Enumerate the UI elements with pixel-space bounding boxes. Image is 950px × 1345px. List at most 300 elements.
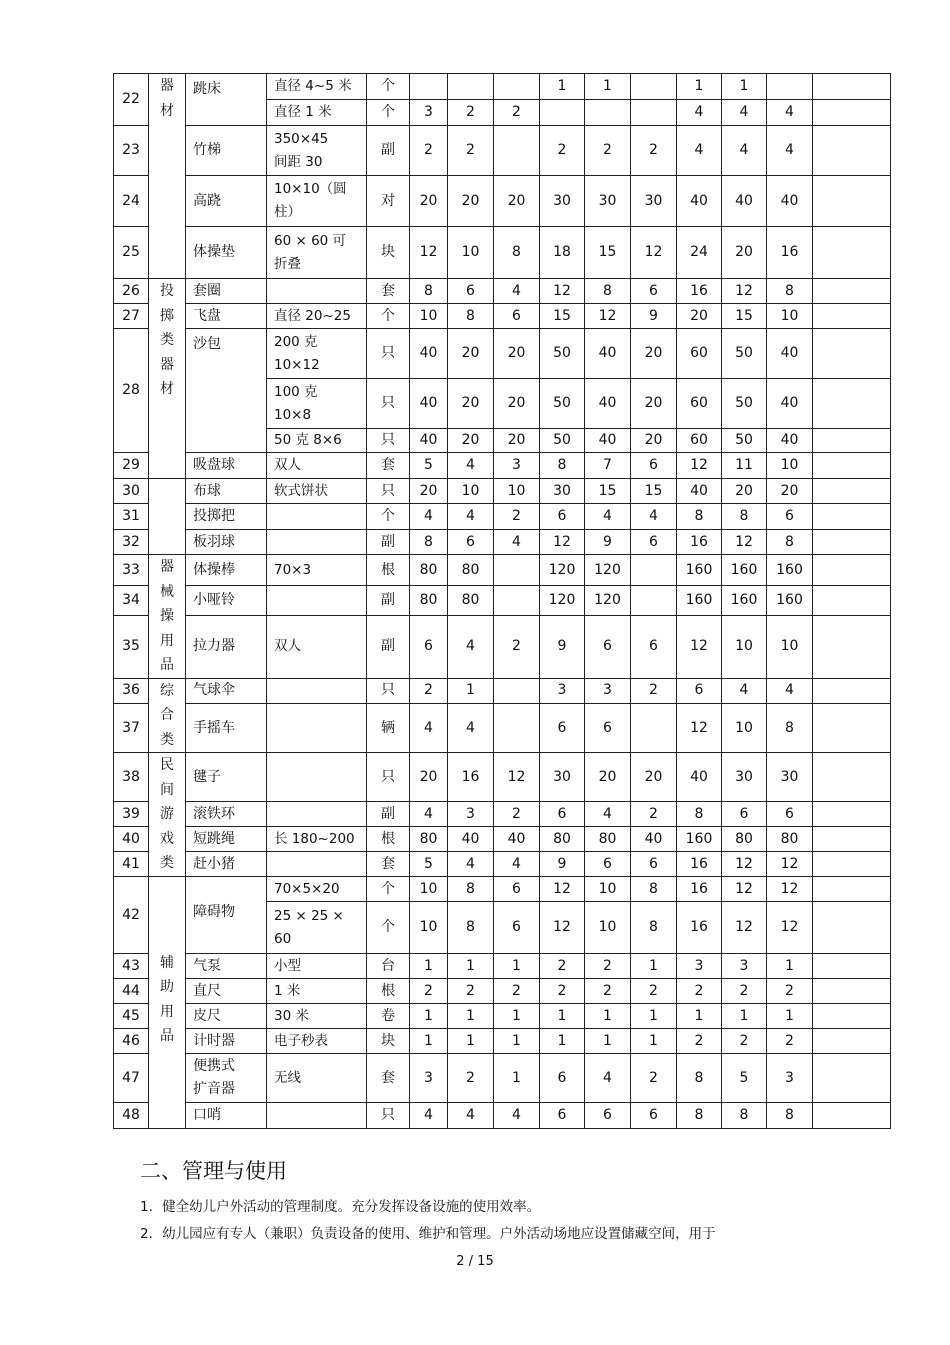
item-unit: 只 [367, 1103, 410, 1129]
quantity-cell: 3 [540, 678, 585, 704]
item-unit: 只 [367, 479, 410, 504]
quantity-cell [813, 304, 891, 329]
quantity-cell: 1 [585, 74, 631, 100]
quantity-cell: 20 [585, 753, 631, 802]
item-spec [267, 704, 367, 753]
item-unit: 个 [367, 100, 410, 126]
quantity-cell: 50 [540, 429, 585, 453]
quantity-cell: 40 [410, 329, 448, 379]
quantity-cell [813, 704, 891, 753]
quantity-cell [813, 379, 891, 429]
item-unit: 套 [367, 852, 410, 877]
row-number: 23 [114, 126, 149, 176]
quantity-cell: 4 [494, 852, 540, 877]
category-cell: 综 合 类 [149, 678, 186, 753]
quantity-cell: 8 [494, 227, 540, 279]
table-row [114, 176, 891, 227]
quantity-cell: 6 [585, 1103, 631, 1129]
row-number: 48 [114, 1103, 149, 1129]
quantity-cell: 10 [722, 616, 767, 678]
quantity-cell [448, 74, 494, 100]
quantity-cell: 120 [585, 586, 631, 616]
row-number: 41 [114, 852, 149, 877]
item-spec [267, 753, 367, 802]
quantity-cell: 10 [767, 304, 813, 329]
item-name: 沙包 [186, 329, 267, 453]
quantity-cell: 15 [631, 479, 677, 504]
quantity-cell [494, 555, 540, 586]
quantity-cell: 1 [540, 1004, 585, 1029]
item-unit: 根 [367, 979, 410, 1004]
quantity-cell: 1 [448, 1004, 494, 1029]
row-number: 32 [114, 530, 149, 555]
quantity-cell [813, 877, 891, 902]
quantity-cell: 6 [540, 504, 585, 530]
quantity-cell: 6 [631, 852, 677, 877]
item-name: 滚铁环 [186, 802, 267, 827]
quantity-cell: 80 [767, 827, 813, 852]
item-unit: 块 [367, 1029, 410, 1054]
quantity-cell: 6 [631, 616, 677, 678]
quantity-cell: 2 [677, 1029, 722, 1054]
quantity-cell: 80 [410, 827, 448, 852]
quantity-cell: 8 [448, 304, 494, 329]
quantity-cell: 1 [585, 1029, 631, 1054]
item-spec [267, 678, 367, 704]
row-number: 40 [114, 827, 149, 852]
quantity-cell: 8 [677, 504, 722, 530]
quantity-cell: 3 [494, 453, 540, 479]
quantity-cell: 1 [677, 1004, 722, 1029]
quantity-cell: 40 [631, 827, 677, 852]
quantity-cell: 1 [540, 74, 585, 100]
item-name: 小哑铃 [186, 586, 267, 616]
quantity-cell: 40 [677, 753, 722, 802]
item-unit: 套 [367, 1054, 410, 1103]
item-unit: 只 [367, 379, 410, 429]
table-row [114, 329, 891, 379]
quantity-cell [813, 504, 891, 530]
quantity-cell: 40 [767, 429, 813, 453]
quantity-cell: 80 [410, 586, 448, 616]
quantity-cell: 6 [631, 530, 677, 555]
quantity-cell: 30 [540, 753, 585, 802]
item-spec [267, 530, 367, 555]
quantity-cell: 12 [585, 304, 631, 329]
quantity-cell: 160 [722, 586, 767, 616]
item-spec: 电子秒表 [267, 1029, 367, 1054]
item-unit: 台 [367, 954, 410, 979]
quantity-cell: 2 [540, 126, 585, 176]
quantity-cell: 5 [410, 852, 448, 877]
quantity-cell [813, 678, 891, 704]
quantity-cell: 15 [540, 304, 585, 329]
item-unit: 副 [367, 802, 410, 827]
quantity-cell: 40 [410, 379, 448, 429]
quantity-cell: 20 [631, 429, 677, 453]
quantity-cell: 8 [677, 1103, 722, 1129]
item-spec: 无线 [267, 1054, 367, 1103]
quantity-cell: 2 [448, 126, 494, 176]
quantity-cell: 4 [767, 100, 813, 126]
quantity-cell: 5 [722, 1054, 767, 1103]
quantity-cell: 15 [722, 304, 767, 329]
quantity-cell: 40 [677, 176, 722, 227]
quantity-cell: 8 [767, 1103, 813, 1129]
item-spec [267, 852, 367, 877]
quantity-cell: 30 [585, 176, 631, 227]
item-unit: 只 [367, 429, 410, 453]
item-name: 板羽球 [186, 530, 267, 555]
quantity-cell: 20 [494, 329, 540, 379]
row-number: 38 [114, 753, 149, 802]
quantity-cell: 10 [585, 902, 631, 954]
quantity-cell: 40 [767, 329, 813, 379]
category-cell: 民 间 游 戏 类 [149, 753, 186, 877]
quantity-cell: 20 [448, 379, 494, 429]
quantity-cell [813, 555, 891, 586]
table-row [114, 504, 891, 530]
quantity-cell: 2 [585, 954, 631, 979]
item-name: 布球 [186, 479, 267, 504]
quantity-cell: 16 [677, 530, 722, 555]
quantity-cell: 4 [448, 852, 494, 877]
table-row [114, 678, 891, 704]
quantity-cell: 4 [410, 504, 448, 530]
table-row [114, 304, 891, 329]
quantity-cell: 12 [631, 227, 677, 279]
quantity-cell: 4 [767, 678, 813, 704]
quantity-cell [813, 586, 891, 616]
table-row [114, 979, 891, 1004]
quantity-cell: 1 [410, 954, 448, 979]
quantity-cell: 12 [677, 704, 722, 753]
quantity-cell [813, 530, 891, 555]
quantity-cell: 20 [494, 176, 540, 227]
quantity-cell: 20 [448, 329, 494, 379]
quantity-cell: 60 [677, 429, 722, 453]
quantity-cell: 6 [677, 678, 722, 704]
quantity-cell: 2 [722, 979, 767, 1004]
quantity-cell: 3 [677, 954, 722, 979]
quantity-cell: 6 [540, 1103, 585, 1129]
quantity-cell [494, 704, 540, 753]
quantity-cell: 9 [540, 616, 585, 678]
quantity-cell: 1 [767, 954, 813, 979]
item-name: 口哨 [186, 1103, 267, 1129]
quantity-cell: 7 [585, 453, 631, 479]
item-unit: 卷 [367, 1004, 410, 1029]
quantity-cell: 12 [767, 877, 813, 902]
item-spec: 直径 4~5 米 [267, 74, 367, 100]
item-spec: 小型 [267, 954, 367, 979]
quantity-cell [813, 279, 891, 304]
quantity-cell: 20 [722, 227, 767, 279]
table-row [114, 877, 891, 902]
quantity-cell [494, 74, 540, 100]
quantity-cell: 12 [722, 902, 767, 954]
quantity-cell: 1 [722, 74, 767, 100]
quantity-cell: 4 [448, 453, 494, 479]
quantity-cell: 2 [448, 100, 494, 126]
quantity-cell [631, 586, 677, 616]
quantity-cell: 16 [677, 877, 722, 902]
item-spec: 软式饼状 [267, 479, 367, 504]
quantity-cell: 160 [677, 555, 722, 586]
quantity-cell: 40 [767, 379, 813, 429]
quantity-cell: 60 [677, 329, 722, 379]
item-name: 跳床 [186, 74, 267, 126]
quantity-cell: 12 [410, 227, 448, 279]
page-number: 2 / 15 [456, 1254, 494, 1269]
quantity-cell [813, 1103, 891, 1129]
quantity-cell: 40 [767, 176, 813, 227]
quantity-cell: 50 [722, 329, 767, 379]
item-name: 竹梯 [186, 126, 267, 176]
quantity-cell: 20 [410, 176, 448, 227]
quantity-cell: 20 [767, 479, 813, 504]
quantity-cell: 2 [448, 979, 494, 1004]
table-row [114, 753, 891, 802]
quantity-cell: 20 [677, 304, 722, 329]
quantity-cell: 120 [540, 586, 585, 616]
quantity-cell: 12 [722, 530, 767, 555]
item-unit: 对 [367, 176, 410, 227]
quantity-cell: 6 [767, 802, 813, 827]
quantity-cell: 1 [410, 1029, 448, 1054]
quantity-cell: 6 [585, 852, 631, 877]
item-unit: 辆 [367, 704, 410, 753]
item-spec [267, 1103, 367, 1129]
quantity-cell [813, 902, 891, 954]
item-name: 手摇车 [186, 704, 267, 753]
quantity-cell: 10 [448, 227, 494, 279]
table-row [114, 74, 891, 100]
quantity-cell: 6 [540, 704, 585, 753]
quantity-cell [813, 753, 891, 802]
quantity-cell [813, 852, 891, 877]
quantity-cell: 18 [540, 227, 585, 279]
quantity-cell: 40 [585, 379, 631, 429]
quantity-cell: 6 [631, 279, 677, 304]
item-name: 直尺 [186, 979, 267, 1004]
quantity-cell: 4 [448, 616, 494, 678]
quantity-cell: 50 [540, 379, 585, 429]
item-name: 障碍物 [186, 877, 267, 954]
quantity-cell: 8 [448, 877, 494, 902]
quantity-cell: 1 [631, 1029, 677, 1054]
item-unit: 个 [367, 74, 410, 100]
quantity-cell: 11 [722, 453, 767, 479]
quantity-cell: 1 [448, 1029, 494, 1054]
item-unit: 个 [367, 877, 410, 902]
item-name: 赶小猪 [186, 852, 267, 877]
quantity-cell: 3 [410, 100, 448, 126]
paragraph-2: 2．幼儿园应有专人（兼职）负责设备的使用、维护和管理。户外活动场地应设置储藏空间，用于 [140, 1226, 716, 1242]
quantity-cell: 30 [722, 753, 767, 802]
quantity-cell: 12 [540, 530, 585, 555]
quantity-cell: 1 [494, 1004, 540, 1029]
item-name: 皮尺 [186, 1004, 267, 1029]
table-row [114, 827, 891, 852]
quantity-cell: 3 [585, 678, 631, 704]
item-name: 短跳绳 [186, 827, 267, 852]
quantity-cell: 12 [540, 902, 585, 954]
quantity-cell: 16 [677, 902, 722, 954]
quantity-cell: 80 [540, 827, 585, 852]
item-name: 吸盘球 [186, 453, 267, 479]
quantity-cell: 16 [677, 279, 722, 304]
table-row [114, 530, 891, 555]
item-spec [267, 586, 367, 616]
quantity-cell: 8 [631, 877, 677, 902]
quantity-cell: 160 [722, 555, 767, 586]
quantity-cell: 2 [631, 678, 677, 704]
quantity-cell: 4 [631, 504, 677, 530]
table-row [114, 279, 891, 304]
quantity-cell: 2 [540, 954, 585, 979]
item-name: 毽子 [186, 753, 267, 802]
quantity-cell: 12 [677, 453, 722, 479]
quantity-cell: 4 [722, 100, 767, 126]
quantity-cell: 30 [540, 479, 585, 504]
quantity-cell: 50 [540, 329, 585, 379]
quantity-cell: 10 [767, 453, 813, 479]
quantity-cell [494, 126, 540, 176]
quantity-cell: 8 [410, 279, 448, 304]
quantity-cell: 2 [677, 979, 722, 1004]
quantity-cell: 12 [767, 852, 813, 877]
quantity-cell: 1 [677, 74, 722, 100]
quantity-cell [813, 1054, 891, 1103]
quantity-cell [410, 74, 448, 100]
row-number: 24 [114, 176, 149, 227]
quantity-cell: 4 [448, 704, 494, 753]
paragraph-1: 1．健全幼儿户外活动的管理制度。充分发挥设备设施的使用效率。 [140, 1199, 541, 1215]
item-spec: 70×5×20 [267, 877, 367, 902]
quantity-cell [813, 453, 891, 479]
quantity-cell: 160 [677, 827, 722, 852]
table-row [114, 586, 891, 616]
quantity-cell: 160 [767, 586, 813, 616]
item-name: 气球伞 [186, 678, 267, 704]
category-cell: 投 掷 类 器 材 [149, 279, 186, 479]
item-name: 气泵 [186, 954, 267, 979]
table-row [114, 227, 891, 279]
quantity-cell [813, 176, 891, 227]
item-unit: 根 [367, 555, 410, 586]
quantity-cell: 40 [677, 479, 722, 504]
item-unit: 副 [367, 616, 410, 678]
quantity-cell: 10 [448, 479, 494, 504]
quantity-cell: 20 [494, 379, 540, 429]
quantity-cell [813, 74, 891, 100]
item-spec: 长 180~200 [267, 827, 367, 852]
quantity-cell: 30 [540, 176, 585, 227]
row-number: 33 [114, 555, 149, 586]
row-number: 44 [114, 979, 149, 1004]
quantity-cell: 8 [767, 530, 813, 555]
quantity-cell: 4 [722, 126, 767, 176]
item-name: 拉力器 [186, 616, 267, 678]
quantity-cell: 16 [448, 753, 494, 802]
quantity-cell: 6 [585, 704, 631, 753]
quantity-cell: 6 [722, 802, 767, 827]
category-cell [149, 479, 186, 555]
item-spec: 60 × 60 可 折叠 [267, 227, 367, 279]
quantity-cell: 50 [722, 429, 767, 453]
table-row [114, 1054, 891, 1103]
quantity-cell: 6 [631, 1103, 677, 1129]
quantity-cell: 12 [494, 753, 540, 802]
quantity-cell: 6 [494, 304, 540, 329]
quantity-cell: 1 [494, 1029, 540, 1054]
item-spec: 70×3 [267, 555, 367, 586]
quantity-cell: 40 [494, 827, 540, 852]
quantity-cell: 2 [410, 126, 448, 176]
quantity-cell: 2 [767, 979, 813, 1004]
table-row [114, 453, 891, 479]
quantity-cell [585, 100, 631, 126]
quantity-cell: 2 [722, 1029, 767, 1054]
quantity-cell: 2 [767, 1029, 813, 1054]
quantity-cell: 2 [494, 979, 540, 1004]
quantity-cell: 4 [410, 704, 448, 753]
quantity-cell: 80 [585, 827, 631, 852]
quantity-cell: 1 [767, 1004, 813, 1029]
quantity-cell: 10 [410, 304, 448, 329]
quantity-cell: 8 [722, 504, 767, 530]
quantity-cell: 2 [631, 802, 677, 827]
quantity-cell: 3 [448, 802, 494, 827]
row-number: 45 [114, 1004, 149, 1029]
quantity-cell: 1 [585, 1004, 631, 1029]
item-name: 便携式 扩音器 [186, 1054, 267, 1103]
item-spec: 25 × 25 × 60 [267, 902, 367, 954]
quantity-cell [813, 227, 891, 279]
quantity-cell: 6 [540, 1054, 585, 1103]
quantity-cell: 20 [448, 176, 494, 227]
item-unit: 个 [367, 504, 410, 530]
quantity-cell: 8 [767, 279, 813, 304]
quantity-cell: 160 [767, 555, 813, 586]
quantity-cell: 9 [540, 852, 585, 877]
row-number: 34 [114, 586, 149, 616]
quantity-cell: 1 [448, 678, 494, 704]
quantity-cell [813, 100, 891, 126]
item-unit: 副 [367, 530, 410, 555]
quantity-cell: 40 [585, 429, 631, 453]
row-number: 26 [114, 279, 149, 304]
quantity-cell: 120 [540, 555, 585, 586]
quantity-cell: 12 [540, 279, 585, 304]
quantity-cell: 12 [722, 279, 767, 304]
table-row [114, 1004, 891, 1029]
quantity-cell: 4 [494, 279, 540, 304]
quantity-cell: 2 [631, 126, 677, 176]
quantity-cell [813, 1004, 891, 1029]
quantity-cell: 40 [722, 176, 767, 227]
quantity-cell: 12 [722, 877, 767, 902]
quantity-cell: 12 [677, 616, 722, 678]
quantity-cell [813, 802, 891, 827]
quantity-cell: 2 [494, 616, 540, 678]
quantity-cell: 20 [410, 479, 448, 504]
table-row [114, 852, 891, 877]
quantity-cell: 2 [494, 802, 540, 827]
table-row [114, 555, 891, 586]
item-name: 套圈 [186, 279, 267, 304]
